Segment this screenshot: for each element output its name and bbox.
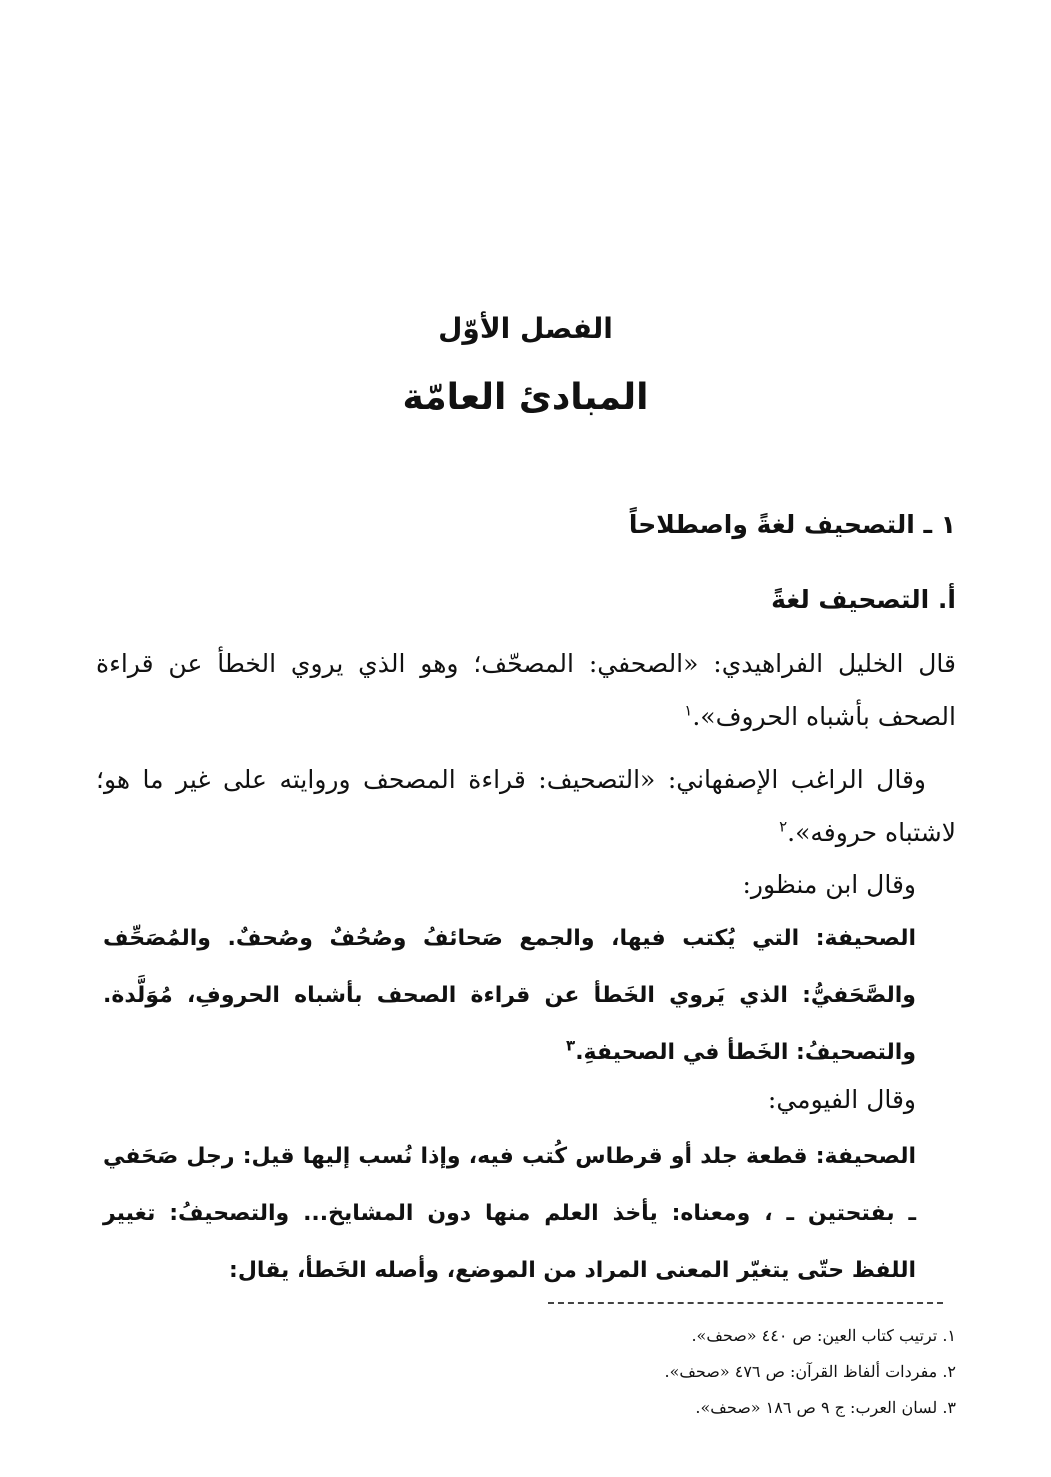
footnote-2: ٢. مفردات ألفاظ القرآن: ص ٤٧٦ «صحف». <box>664 1362 956 1381</box>
chapter-label: الفصل الأوّل <box>438 312 613 345</box>
footnote-1: ١. ترتيب كتاب العين: ص ٤٤٠ «صحف». <box>691 1326 956 1345</box>
footnote-3: ٣. لسان العرب: ج ٩ ص ١٨٦ «صحف». <box>695 1398 956 1417</box>
quote-text: الصحيفة: قطعة جلد أو قرطاس كُتب فيه، وإذا نُسب إليها قيل: رجل صَحَفي ـ بفتحتين ـ ، ومعناه: يأخذ العلم منها دون المشايخ... والتصحيفُ: تغيير اللفظ حتّى يتغيّر المعنى المراد من الموضع، وأصله الخَطأ، يقال: <box>103 1144 916 1283</box>
footnote-divider <box>548 1302 943 1304</box>
footnote-ref: ٣ <box>566 1036 576 1055</box>
quote-intro-fayyumi: وقال الفيومي: <box>767 1085 916 1114</box>
section-heading: ١ ـ التصحيف لغةً واصطلاحاً <box>628 510 956 539</box>
paragraph-raghib <box>96 753 956 859</box>
chapter-title: المبادئ العامّة <box>402 377 649 418</box>
quote-intro-ibn-manzur: وقال ابن منظور: <box>742 870 916 899</box>
paragraph-text: وقال الراغب الإصفهاني: «التصحيف: قراءة المصحف وروايته على غير ما هو؛ لاشتباه حروفه». <box>96 765 956 847</box>
quote-text: الصحيفة: التي يُكتب فيها، والجمع صَحائفُ وصُحُفٌ وصُحفٌ. والمُصَحِّف والصَّحَفيُّ: الذي يَروي الخَطأ عن قراءة الصحف بأشباه الحروفِ، مُوَلَّدة. والتصحيفُ: الخَطأ في الصحيفةِ. <box>103 926 916 1065</box>
subsection-heading: أ. التصحيف لغةً <box>771 585 956 614</box>
footnotes <box>664 1318 956 1426</box>
block-quote-ibn-manzur <box>103 910 916 1081</box>
footnote-ref: ٢ <box>779 817 788 836</box>
paragraph-text: قال الخليل الفراهيدي: «الصحفي: المصحّف؛ وهو الذي يروي الخطأ عن قراءة الصحف بأشباه الحروف». <box>96 649 956 731</box>
block-quote-fayyumi <box>103 1128 916 1299</box>
paragraph-khalil <box>96 637 956 743</box>
footnote-ref: ١ <box>684 701 693 720</box>
